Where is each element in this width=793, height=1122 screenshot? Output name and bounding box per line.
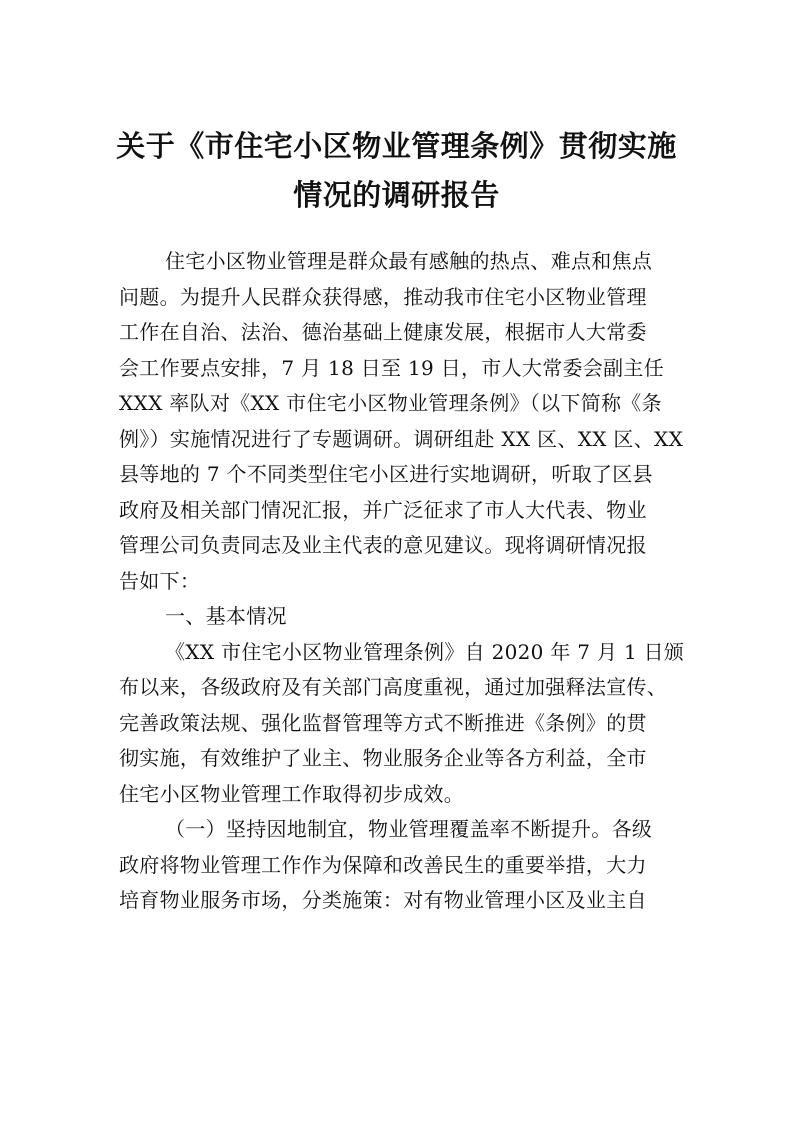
text-line: 工作在自治、法治、德治基础上健康发展，根据市人大常委 — [119, 320, 647, 344]
section-heading-basic-situation — [119, 599, 684, 635]
paragraph-intro — [119, 244, 684, 599]
text-line: 彻实施，有效维护了业主、物业服务企业等各方利益，全市 — [119, 746, 647, 770]
document-body — [119, 244, 684, 919]
text-line: 《XX 市住宅小区物业管理条例》自 2020 年 7 月 1 日颁 — [165, 639, 684, 664]
text-line: 问题。为提升人民群众获得感，推动我市住宅小区物业管理 — [119, 284, 647, 309]
text-line: 布以来，各级政府及有关部门高度重视，通过加强释法宣传、 — [119, 675, 668, 699]
text-line: 管理公司负责同志及业主代表的意见建议。现将调研情况报 — [119, 533, 647, 557]
text-line: 住宅小区物业管理工作取得初步成效。 — [119, 781, 465, 806]
paragraph-overview — [119, 635, 684, 813]
text-line: 完善政策法规、强化监督管理等方式不断推进《条例》的贯 — [119, 710, 647, 735]
text-line: （一）坚持因地制宜，物业管理覆盖率不断提升。各级 — [165, 817, 653, 841]
text-line: 会工作要点安排，7 月 18 日至 19 日，市人大常委会副主任 — [119, 355, 665, 380]
text-line: 住宅小区物业管理是群众最有感触的热点、难点和焦点 — [165, 249, 653, 273]
text-line: XXX 率队对《XX 市住宅小区物业管理条例》（以下简称《条 — [119, 391, 662, 415]
document-title-line-1: 关于《市住宅小区物业管理条例》贯彻实施 — [116, 129, 677, 163]
paragraph-subsection-1 — [119, 812, 684, 919]
text-line: 政府及相关部门情况汇报，并广泛征求了市人大代表、物业 — [119, 497, 647, 522]
text-line: 例》）实施情况进行了专题调研。调研组赴 XX 区、XX 区、XX — [119, 426, 684, 451]
document-title-line-2: 情况的调研报告 — [293, 178, 500, 212]
text-line: 县等地的 7 个不同类型住宅小区进行实地调研，听取了区县 — [119, 462, 653, 486]
section-heading: 一、基本情况 — [165, 604, 287, 628]
text-line: 培育物业服务市场，分类施策：对有物业管理小区及业主自 — [119, 888, 647, 912]
text-line: 告如下： — [119, 568, 201, 593]
text-line: 政府将物业管理工作作为保障和改善民生的重要举措，大力 — [119, 852, 647, 877]
